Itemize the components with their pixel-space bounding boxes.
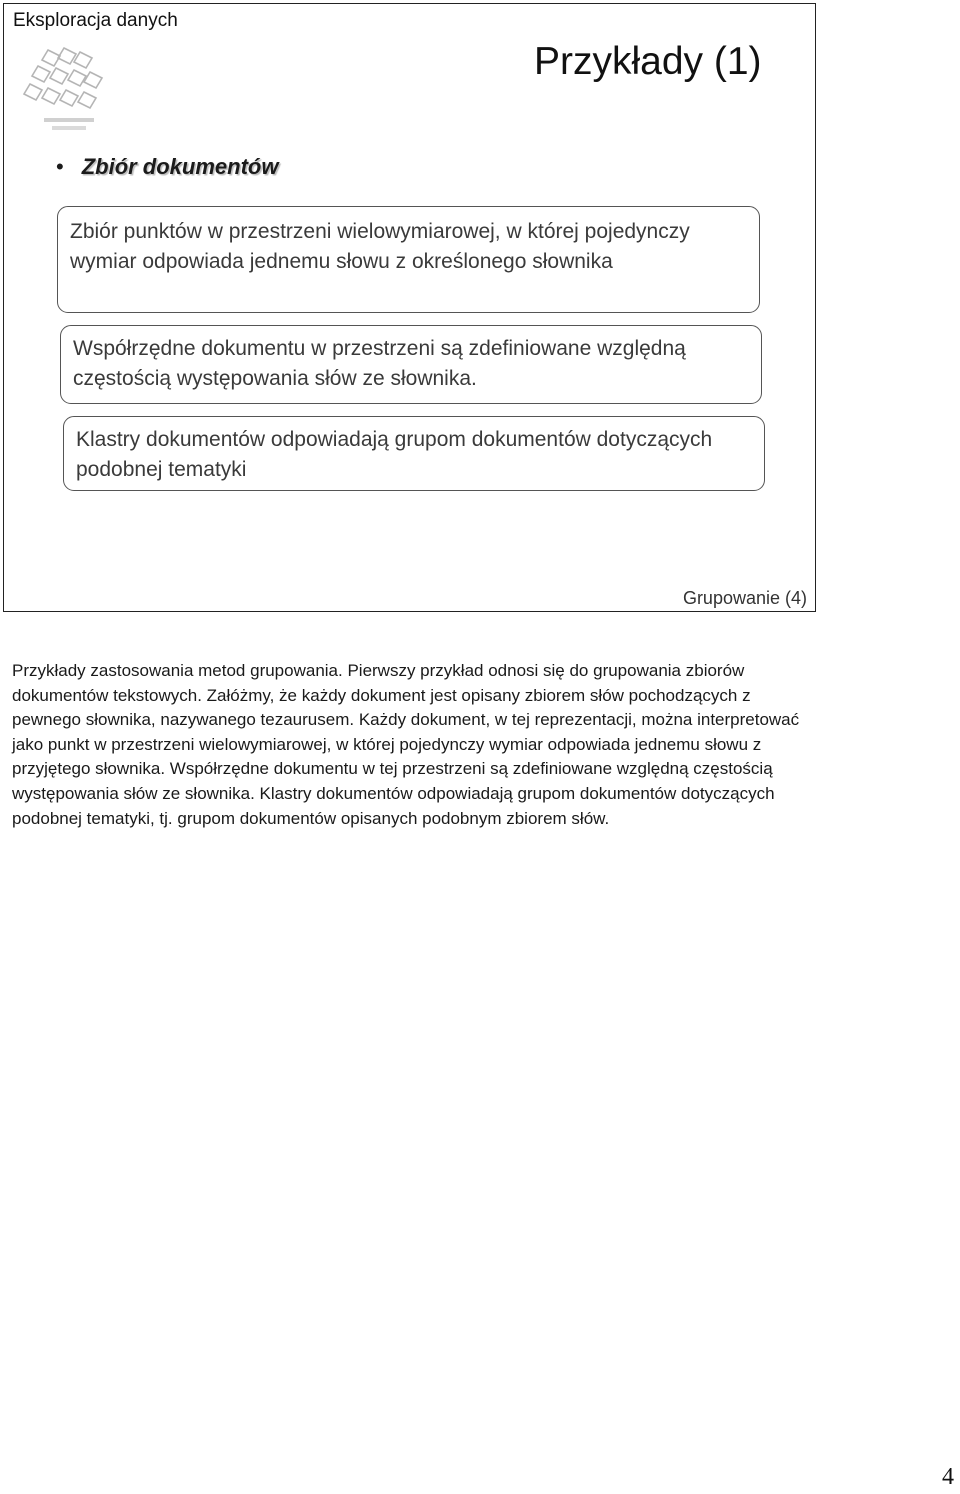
definition-box-2: Współrzędne dokumentu w przestrzeni są zdefiniowane względną częstością występowania słów ze słownika. [60, 325, 762, 404]
grid-logo-icon [20, 42, 112, 134]
course-header-label: Eksploracja danych [13, 10, 178, 31]
speaker-notes: Przykłady zastosowania metod grupowania. Pierwszy przykład odnosi się do grupowania zbiorów dokumentów tekstowych. Załóżmy, że każdy dokument jest opisany zbiorem słów pochodzących z pewnego słownika, nazywanego tezaurusem. Każdy dokument, w tej reprezentacji, można interpretować jako punkt w przestrzeni wielowymiarowej, w której pojedynczy wymiar odpowiada jednemu słowu z przyjętego słownika. Współrzędne dokumentu w tej przestrzeni są zdefiniowane względną częstością występowania słów ze słownika. Klastry dokumentów odpowiadają grupom dokumentów dotyczących podobnej tematyki, tj. grupom dokumentów opisanych podobnym zbiorem słów. [12, 661, 800, 828]
page-number: 4 [942, 1464, 954, 1490]
definition-box-1: Zbiór punktów w przestrzeni wielowymiarowej, w której pojedynczy wymiar odpowiada jednemu słowu z określonego słownika [57, 206, 760, 313]
bullet-heading-text: Zbiór dokumentów [81, 154, 279, 179]
bullet-dot: • [56, 154, 64, 179]
slide-title: Przykłady (1) [534, 40, 762, 83]
slide-footer-label: Grupowanie (4) [682, 588, 807, 608]
definition-box-3: Klastry dokumentów odpowiadają grupom dokumentów dotyczących podobnej tematyki [63, 416, 765, 491]
slide-frame [3, 3, 816, 612]
bullet-heading [56, 154, 278, 180]
